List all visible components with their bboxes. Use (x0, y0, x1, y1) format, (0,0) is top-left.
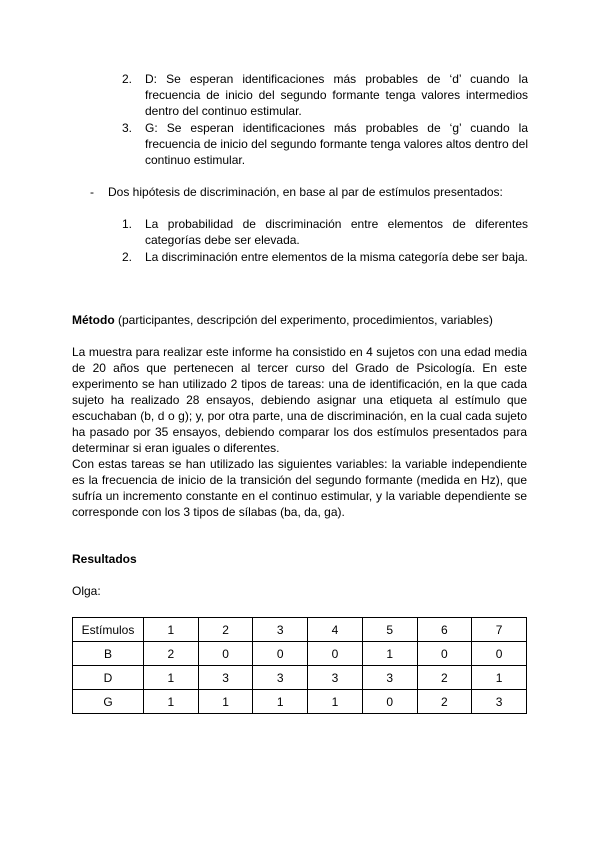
table-cell: 0 (198, 642, 253, 666)
method-subtitle: (participantes, descripción del experimento, procedimientos, variables) (118, 313, 493, 327)
table-row (73, 642, 527, 666)
table-cell: 0 (253, 642, 308, 666)
table-cell: 3 (472, 690, 527, 714)
table-header-cell: 2 (198, 618, 253, 642)
table-cell: 1 (144, 690, 199, 714)
method-paragraph-2: Con estas tareas se han utilizado las siguientes variables: la variable independiente es la frecuencia de inicio de la transición del segundo formante (medida en Hz), que sufría un incremento constante en el continuo estimular, y la variable dependiente se corresponde con los 3 tipos de sílabas (ba, da, ga). (72, 457, 527, 519)
table-header-cell: Estímulos (73, 618, 144, 642)
list-item-number: 1. (122, 217, 133, 231)
method-heading (72, 312, 493, 328)
list-item-number: 3. (122, 121, 133, 135)
discrimination-hypotheses-list (122, 216, 528, 266)
discrimination-intro-text: Dos hipótesis de discriminación, en base al par de estímulos presentados: (108, 185, 503, 199)
dash-bullet: - (90, 185, 94, 199)
list-item-text: La probabilidad de discriminación entre elementos de diferentes categorías debe ser elevada. (145, 217, 528, 247)
list-item-number: 2. (122, 72, 133, 86)
table-cell: 1 (198, 690, 253, 714)
table-row (73, 666, 527, 690)
table-cell: 1 (308, 690, 363, 714)
table-cell: 2 (144, 642, 199, 666)
list-item-text: G: Se esperan identificaciones más probables de ‘g’ cuando la frecuencia de inicio del segundo formante tenga valores altos dentro del continuo estimular. (145, 121, 528, 167)
table-cell: 1 (253, 690, 308, 714)
table-cell: 0 (362, 690, 417, 714)
table-cell: 0 (472, 642, 527, 666)
table-cell: 2 (417, 690, 472, 714)
table-cell: 1 (472, 666, 527, 690)
results-table (72, 617, 527, 714)
list-item (122, 216, 528, 248)
list-item-text: La discriminación entre elementos de la misma categoría debe ser baja. (145, 250, 528, 264)
method-paragraph-1: La muestra para realizar este informe ha consistido en 4 sujetos con una edad media de 20 años que pertenecen al tercer curso del Grado de Psicología. En este experimento se han utilizado 2 tipos de tareas: una de identificación, en la que cada sujeto ha realizado 28 ensayos, debiendo asignar una etiqueta al estímulo que escuchaban (b, d o g); y, por otra parte, una de discriminación, en la cual cada sujeto ha pasado por 35 ensayos, debiendo comparar los dos estímulos presentados para determinar si eran iguales o diferentes. (72, 345, 527, 455)
table-cell: 3 (253, 666, 308, 690)
table-header-row (73, 618, 527, 642)
method-title: Método (72, 313, 115, 327)
table-header-cell: 3 (253, 618, 308, 642)
table-header-cell: 4 (308, 618, 363, 642)
list-item-number: 2. (122, 250, 133, 264)
table-cell: 3 (308, 666, 363, 690)
table-cell: 3 (198, 666, 253, 690)
table-cell: 3 (362, 666, 417, 690)
table-header-cell: 1 (144, 618, 199, 642)
table-cell: D (73, 666, 144, 690)
subject-label: Olga: (72, 584, 101, 598)
table-header-cell: 6 (417, 618, 472, 642)
table-cell: 1 (144, 666, 199, 690)
list-item (122, 120, 528, 168)
method-body (72, 344, 527, 520)
table-cell: 0 (308, 642, 363, 666)
identification-hypotheses-list (122, 71, 528, 169)
table-cell: 1 (362, 642, 417, 666)
list-item (122, 249, 528, 265)
table-cell: 2 (417, 666, 472, 690)
list-item (122, 71, 528, 119)
results-heading (72, 551, 137, 567)
results-title: Resultados (72, 552, 137, 566)
list-item-text: D: Se esperan identificaciones más probables de ‘d’ cuando la frecuencia de inicio del segundo formante tenga valores intermedios dentro del continuo estimular. (145, 72, 528, 118)
table-cell: G (73, 690, 144, 714)
table-cell: 0 (417, 642, 472, 666)
table-cell: B (73, 642, 144, 666)
table-row (73, 690, 527, 714)
table-header-cell: 5 (362, 618, 417, 642)
table-header-cell: 7 (472, 618, 527, 642)
